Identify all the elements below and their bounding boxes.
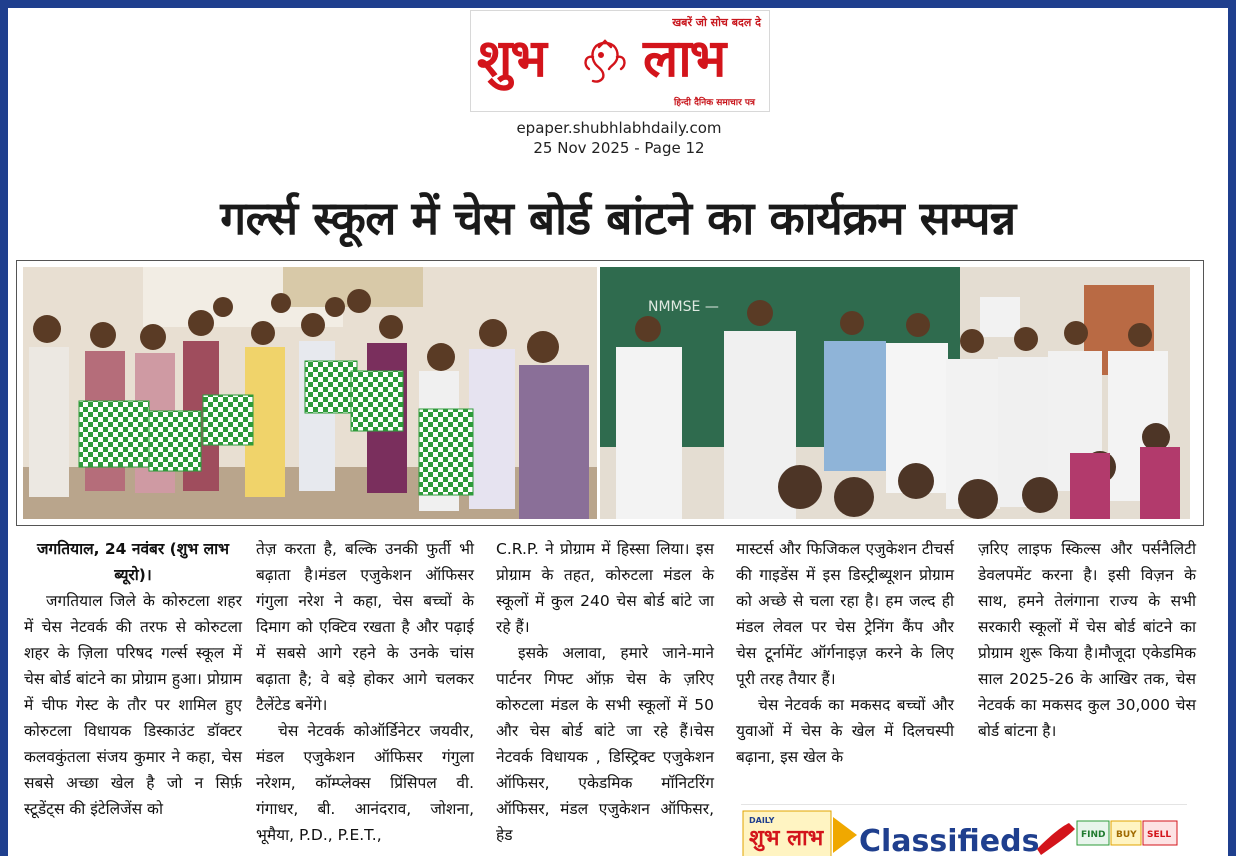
photo-classroom-event — [600, 267, 1190, 519]
article-column-4 — [736, 536, 954, 770]
article-column-3 — [496, 536, 714, 848]
article-headline: गर्ल्स स्कूल में चेस बोर्ड बांटने का कार्यक्रम सम्पन्न — [220, 191, 1016, 245]
article-column-5 — [978, 536, 1196, 744]
ad-find: FIND — [1081, 830, 1106, 840]
photo-chess-board-distribution — [23, 267, 597, 519]
ad-daily: DAILY — [749, 816, 775, 825]
edition-info — [470, 118, 768, 158]
article-dateline: जगतियाल, 24 नवंबर (शुभ लाभ ब्यूरो)। — [37, 540, 229, 584]
date-page: 25 Nov 2025 - Page 12 — [533, 139, 705, 157]
classifieds-ad-banner[interactable] — [741, 804, 1187, 856]
article-text: चेस नेटवर्क का मकसद बच्चों और युवाओं में चेस के खेल में दिलचस्पी बढ़ाना, इस खेल के — [736, 696, 954, 766]
ad-brand: शुभ लाभ — [749, 825, 824, 851]
epaper-page — [8, 8, 1228, 856]
article-text: चेस नेटवर्क कोऑर्डिनेटर जयवीर, मंडल एजुकेशन ऑफिसर गंगुला नरेशम, कॉम्प्लेक्स प्रिंसिपल वी. गंगाधर, बी. आनंदराव, जोशना, भूमैया, P.D., P.E.T., — [256, 722, 474, 844]
ad-sell: SELL — [1147, 830, 1172, 840]
article-column-1 — [24, 536, 242, 822]
board-text: NMMSE — — [648, 299, 719, 315]
masthead-logo[interactable] — [470, 10, 770, 112]
site-url[interactable]: epaper.shubhlabhdaily.com — [516, 119, 722, 137]
brand-word-right: लाभ — [643, 28, 725, 89]
article-column-2 — [256, 536, 474, 848]
article-text: तेज़ करता है, बल्कि उनकी फुर्ती भी बढ़ाता है।मंडल एजुकेशन ऑफिसर गंगुला नरेश ने कहा, चेस बच्चों के दिमाग को एक्टिव रखता है और पढ़ाई में सबसे आगे रहने के उनके चांस बढ़ाता है; वे बड़े होकर आगे चलकर टैलेंटेड बनेंगे। — [256, 540, 474, 714]
article-text: मास्टर्स और फिजिकल एजुकेशन टीचर्स की गाइडेंस में इस डिस्ट्रीब्यूशन प्रोग्राम को अच्छे से चला रहा है। हम जल्द ही मंडल लेवल पर चेस ट्रेनिंग कैंप और चेस टूर्नामेंट ऑर्गनाइज़ करने के लिए पूरी तरह तैयार हैं। — [736, 540, 954, 688]
article-text: C.R.P. ने प्रोग्राम में हिस्सा लिया। इस प्रोग्राम के तहत, कोरुटला मंडल के स्कूलों में कुल 240 चेस बोर्ड बांटे जा रहे हैं। — [496, 540, 714, 636]
page-frame-border — [0, 155, 8, 856]
ad-buy: BUY — [1116, 830, 1137, 840]
article-text: ज़रिए लाइफ स्किल्स और पर्सनैलिटी डेवलपमेंट करना है। इसी विज़न के साथ, हमने तेलंगाना राज्य के सभी सरकारी स्कूलों में चेस बोर्ड बांटने का प्रोग्राम शुरू किया है।मौजूदा एकेडमिक साल 2025-26 के आखिर तक, चेस नेटवर्क का मकसद कुल 30,000 चेस बोर्ड बांटना है। — [978, 540, 1196, 740]
article-photos[interactable] — [16, 260, 1204, 526]
article-text: जगतियाल जिले के कोरुटला शहर में चेस नेटवर्क की तरफ से कोरुटला शहर के ज़िला परिषद गर्ल्स स्कूल में चेस बोर्ड बांटने का प्रोग्राम हुआ। प्रोग्राम में चीफ गेस्ट के तौर पर शामिल हुए कोरुटला विधायक डिस्काउंट डॉक्टर कलवकुंतला संजय कुमार ने कहा, चेस सबसे अच्छा खेल है जो न सिर्फ़ स्टूडेंट्स की इंटेलिजेंस को — [24, 592, 242, 818]
masthead-tagline: खबरें जो सोच बदल दे — [672, 16, 761, 29]
brand-word-left: शुभ — [477, 28, 545, 89]
ad-title: Classifieds — [859, 824, 1040, 856]
masthead-subtagline: हिन्दी दैनिक समाचार पत्र — [673, 98, 755, 108]
ganesh-icon — [581, 37, 629, 87]
article-text: इसके अलावा, हमारे जाने-माने पार्टनर गिफ्ट ऑफ़ चेस के ज़रिए कोरुटला मंडल के सभी स्कूलों में 50 और चेस बोर्ड बांटे जा रहे हैं।चेस नेटवर्क विधायक , डिस्ट्रिक्ट एजुकेशन ऑफिसर, एकेडमिक मॉनिटरिंग ऑफिसर, मंडल एजुकेशन ऑफिसर, हेड — [496, 644, 714, 844]
